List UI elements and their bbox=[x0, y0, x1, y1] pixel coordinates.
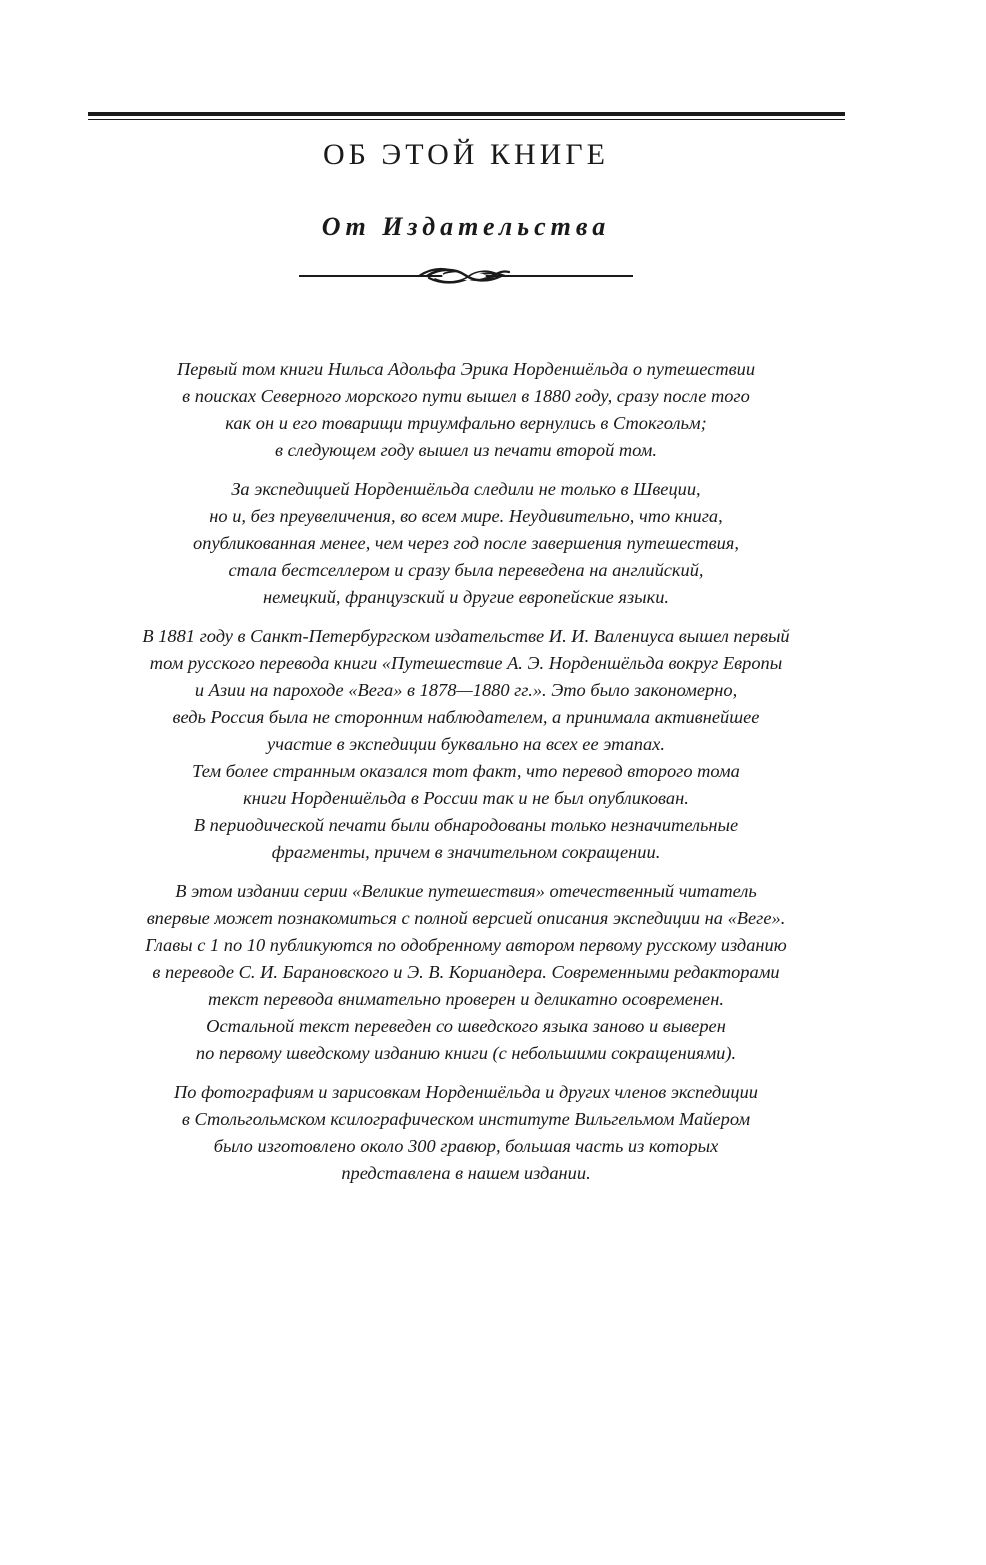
paragraph-line: в следующем году вышел из печати второй том. bbox=[275, 440, 657, 460]
paragraph-line: В 1881 году в Санкт-Петербургском издательстве И. И. Валениуса вышел первый bbox=[142, 626, 790, 646]
paragraph-line: в поисках Северного морского пути вышел в 1880 году, сразу после того bbox=[182, 386, 750, 406]
paragraph-line: текст перевода внимательно проверен и деликатно осовременен. bbox=[208, 989, 724, 1009]
paragraph-line: немецкий, французский и другие европейские языки. bbox=[263, 587, 669, 607]
paragraph-line: было изготовлено около 300 гравюр, большая часть из которых bbox=[213, 1136, 719, 1156]
paragraph-line: В этом издании серии «Великие путешествия» отечественный читатель bbox=[175, 881, 757, 901]
paragraph-line: стала бестселлером и сразу была переведена на английский, bbox=[228, 560, 704, 580]
page-title: ОБ ЭТОЙ КНИГЕ bbox=[323, 138, 609, 171]
paragraph-line: впервые может познакомиться с полной версией описания экспедиции на «Веге». bbox=[146, 908, 786, 928]
paragraph-2 bbox=[120, 476, 812, 611]
page-subtitle: От Издательства bbox=[321, 212, 611, 241]
top-rule-thin bbox=[88, 119, 845, 120]
paragraph-line: по первому шведскому изданию книги (с небольшими сокращениями). bbox=[195, 1043, 737, 1063]
paragraph-line: Главы с 1 по 10 публикуются по одобренному автором первому русскому изданию bbox=[145, 935, 787, 955]
paragraph-line: представлена в нашем издании. bbox=[341, 1163, 591, 1183]
paragraph-line: но и, без преувеличения, во всем мире. Неудивительно, что книга, bbox=[209, 506, 723, 526]
paragraph-1 bbox=[120, 356, 812, 464]
paragraph-line: По фотографиям и зарисовкам Норденшёльда и других членов экспедиции bbox=[174, 1082, 758, 1102]
paragraph-line: фрагменты, причем в значительном сокращении. bbox=[271, 842, 661, 862]
paragraph-5 bbox=[120, 1079, 812, 1187]
paragraph-line: участие в экспедиции буквально на всех ее этапах. bbox=[267, 734, 665, 754]
paragraph-line: в переводе С. И. Барановского и Э. В. Кориандера. Современными редакторами bbox=[152, 962, 780, 982]
paragraph-line: в Стольгольмском ксилографическом институте Вильгельмом Майером bbox=[181, 1109, 751, 1129]
paragraph-line: опубликованная менее, чем через год после завершения путешествия, bbox=[193, 533, 739, 553]
paragraph-line: В периодической печати были обнародованы только незначительные bbox=[193, 815, 739, 835]
paragraph-line: Первый том книги Нильса Адольфа Эрика Норденшёльда о путешествии bbox=[176, 359, 756, 379]
paragraph-line: как он и его товарищи триумфально вернулись в Стокгольм; bbox=[225, 413, 707, 433]
paragraph-line: За экспедицией Норденшёльда следили не только в Швеции, bbox=[231, 479, 701, 499]
paragraph-3 bbox=[120, 623, 812, 866]
paragraph-line: книги Норденшёльда в России так и не был опубликован. bbox=[243, 788, 689, 808]
paragraph-line: Остальной текст переведен со шведского языка заново и выверен bbox=[206, 1016, 726, 1036]
top-double-rule bbox=[88, 112, 845, 121]
paragraph-line: и Азии на пароходе «Вега» в 1878—1880 гг.». Это было закономерно, bbox=[194, 680, 738, 700]
paragraph-line: том русского перевода книги «Путешествие А. Э. Норденшёльда вокруг Европы bbox=[149, 653, 783, 673]
paragraph-line: ведь Россия была не сторонним наблюдателем, а принимала активнейшее bbox=[172, 707, 760, 727]
top-rule-thick bbox=[88, 112, 845, 116]
body-text bbox=[120, 356, 812, 1199]
flourish-ornament-icon bbox=[299, 262, 633, 292]
paragraph-line: Тем более странным оказался тот факт, что перевод второго тома bbox=[192, 761, 740, 781]
paragraph-4 bbox=[120, 878, 812, 1067]
